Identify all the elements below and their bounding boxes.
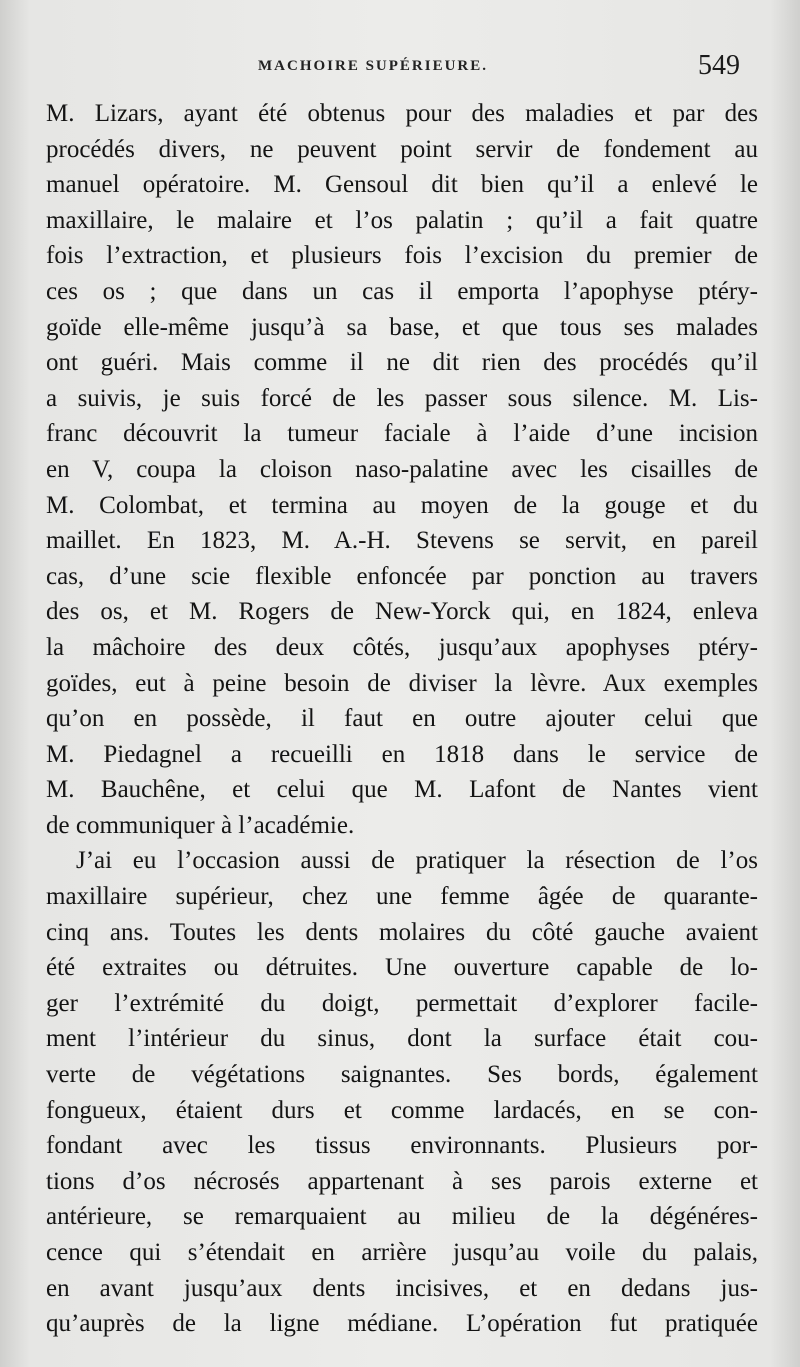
text-line: fois l’extraction, et plusieurs fois l’excision du premier de — [46, 242, 758, 270]
text-line: maxillaire supérieur, chez une femme âgée de quarante- — [46, 883, 758, 911]
text-line: goïde elle-même jusqu’à sa base, et que tous ses malades — [46, 313, 758, 341]
text-line: procédés divers, ne peuvent point servir de fondement au — [46, 135, 758, 163]
text-line: J’ai eu l’occasion aussi de pratiquer la résection de l’os — [76, 847, 758, 875]
text-line: maillet. En 1823, M. A.-H. Stevens se servit, en pareil — [46, 527, 758, 555]
paragraph-2 — [46, 843, 758, 1341]
text-line: M. Piedagnel a recueilli en 1818 dans le service de — [46, 740, 758, 768]
text-line: ment l’intérieur du sinus, dont la surface était cou- — [46, 1025, 758, 1053]
paragraph-1 — [46, 96, 758, 843]
text-line: a suivis, je suis forcé de les passer sous silence. M. Lis- — [46, 384, 758, 412]
page-number: 549 — [698, 50, 740, 81]
text-line: franc découvrit la tumeur faciale à l’aide d’une incision — [46, 420, 758, 448]
text-line: cas, d’une scie flexible enfoncée par ponction au travers — [46, 562, 758, 590]
text-line: qu’on en possède, il faut en outre ajouter celui que — [46, 705, 758, 733]
running-title: MACHOIRE SUPÉRIEURE. — [258, 58, 489, 74]
text-line: la mâchoire des deux côtés, jusqu’aux apophyses ptéry- — [46, 633, 758, 661]
text-line: ger l’extrémité du doigt, permettait d’explorer facile- — [46, 989, 758, 1017]
text-line: tions d’os nécrosés appartenant à ses parois externe et — [46, 1167, 758, 1195]
text-line: été extraites ou détruites. Une ouverture capable de lo- — [46, 954, 758, 982]
text-line: manuel opératoire. M. Gensoul dit bien qu’il a enlevé le — [46, 171, 758, 199]
text-line: maxillaire, le malaire et l’os palatin ; qu’il a fait quatre — [46, 206, 758, 234]
text-line: M. Lizars, ayant été obtenus pour des maladies et par des — [46, 100, 758, 127]
text-line: cence qui s’étendait en arrière jusqu’au voile du palais, — [46, 1239, 758, 1266]
text-line: ces os ; que dans un cas il emporta l’apophyse ptéry- — [46, 277, 758, 305]
text-line: M. Colombat, et termina au moyen de la gouge et du — [46, 491, 758, 519]
text-line: antérieure, se remarquaient au milieu de la dégénéres- — [46, 1203, 758, 1231]
text-line: M. Bauchêne, et celui que M. Lafont de Nantes vient — [46, 776, 758, 804]
text-line: cinq ans. Toutes les dents molaires du côté gauche avaient — [46, 918, 758, 946]
text-line: en V, coupa la cloison naso-palatine avec les cisailles de — [46, 455, 758, 483]
text-line: fondant avec les tissus environnants. Plusieurs por- — [46, 1132, 758, 1160]
text-line: des os, et M. Rogers de New-Yorck qui, en 1824, enleva — [46, 598, 758, 626]
text-line: verte de végétations saignantes. Ses bords, également — [46, 1061, 758, 1089]
text-line: fongueux, étaient durs et comme lardacés, en se con- — [46, 1096, 758, 1124]
text-line: en avant jusqu’aux dents incisives, et en dedans jus- — [46, 1274, 758, 1302]
text-line: qu’auprès de la ligne médiane. L’opération fut pratiquée — [46, 1310, 758, 1338]
text-line: goïdes, eut à peine besoin de diviser la lèvre. Aux exemples — [46, 669, 758, 697]
text-line: de communiquer à l’académie. — [46, 811, 355, 839]
page-header — [0, 52, 800, 88]
body-text — [46, 96, 758, 1342]
text-line: ont guéri. Mais comme il ne dit rien des procédés qu’il — [46, 349, 758, 377]
